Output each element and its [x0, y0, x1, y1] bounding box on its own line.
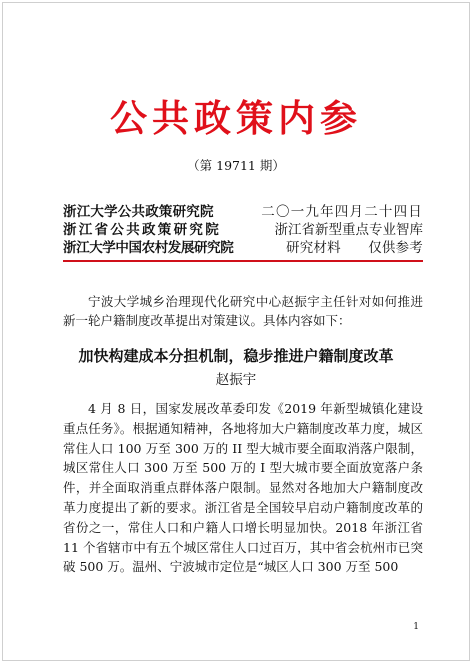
- institution-name: 浙江省公共政策研究院: [63, 222, 221, 238]
- issue-number: （第 19711 期）: [187, 158, 285, 173]
- institution-name: 浙江大学公共政策研究院: [63, 204, 214, 220]
- header-divider: [63, 260, 423, 262]
- article-body: 4 月 8 日，国家发展改革委印发《2019 年新型城镇化建设重点任务》。根据通知精神，各地将加大户籍制度改革力度，城区常住人口 100 万至 300 万的 II 型大城市要全面取消落户限制，城区常住人口 300 万至 500 万的 I 型大城市要全面放宽落户条件，并全面取消重点群体落户限制。显然对各地加大户籍制度改革力度提出了新的要求。浙江省是全国较早启动户籍制度改革的省份之一，常住人口和户籍人口增长明显加快。2018 年浙江省 11 个省辖市中有五个城区常住人口过百万，其中省会杭州市已突破 500 万。温州、宁波城市定位是“城区人口 300 万至 500: [63, 401, 423, 575]
- material-note: 研究材料 仅供参考: [286, 240, 423, 256]
- institution-name: 浙江大学中国农村发展研究院: [63, 240, 234, 256]
- article-author: 赵振宇: [215, 372, 257, 388]
- intro-paragraph: 宁波大学城乡治理现代化研究中心赵振宇主任针对如何推进新一轮户籍制度改革提出对策建议。具体内容如下：: [63, 294, 423, 328]
- masthead-title: 公共政策内参: [110, 97, 362, 140]
- document-page: [2, 2, 470, 661]
- think-tank-label: 浙江省新型重点专业智库: [274, 222, 423, 238]
- issue-date: 二〇一九年四月二十四日: [261, 204, 423, 220]
- article-headline: 加快构建成本分担机制，稳步推进户籍制度改革: [78, 347, 394, 365]
- page-number: 1: [413, 622, 419, 632]
